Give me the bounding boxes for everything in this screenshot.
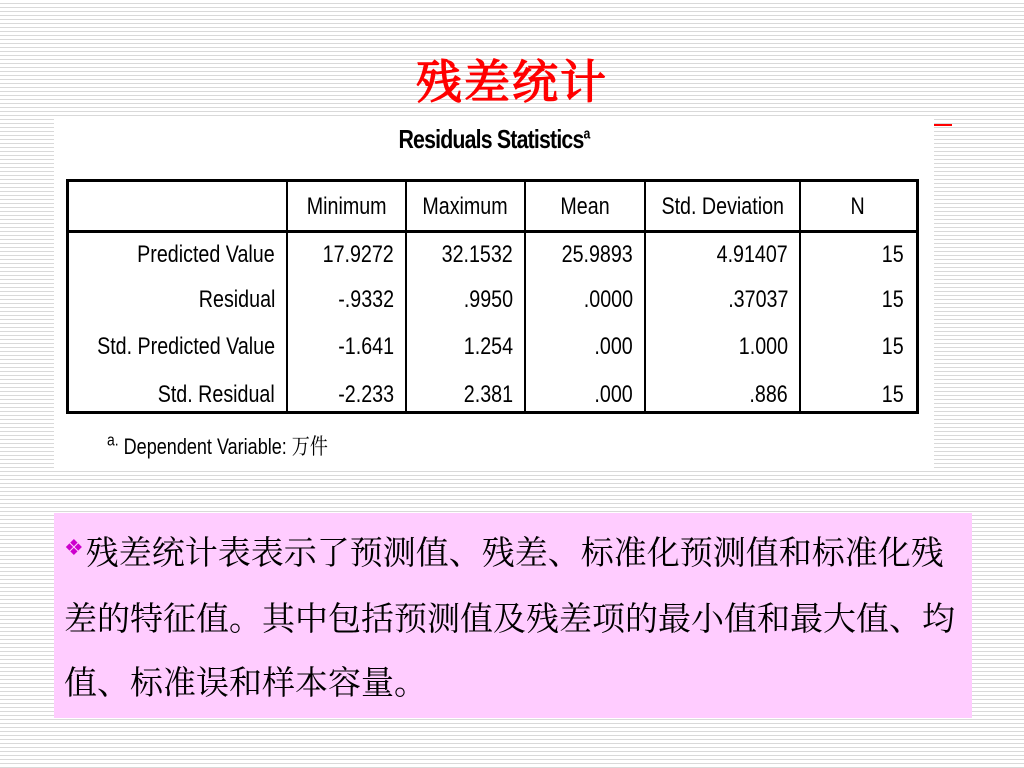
note-text: 残差统计表表示了预测值、残差、标准化预测值和标准化残差的特征值。其中包括预测值及残差项的最小值和最大值、均值、标准误和样本容量。 <box>64 533 955 702</box>
table-header-cell <box>69 182 287 232</box>
table-cell: .0000 <box>583 286 633 313</box>
column-divider <box>286 182 288 411</box>
table-row <box>69 372 916 418</box>
header-divider <box>69 230 916 233</box>
row-label: Residual <box>198 286 275 313</box>
note-box <box>54 513 972 718</box>
row-label: Std. Predicted Value <box>97 333 275 360</box>
table-cell: 15 <box>882 286 904 313</box>
table-cell: 15 <box>882 333 904 360</box>
table-cell: -.9332 <box>338 286 394 313</box>
table-header-cell: Mean <box>560 193 610 220</box>
table-header-row <box>69 182 916 232</box>
column-divider <box>405 182 407 411</box>
table-cell: 1.254 <box>463 333 513 360</box>
table-cell: 1.000 <box>738 333 788 360</box>
table-cell: 4.91407 <box>716 241 788 268</box>
table-cell: .000 <box>594 333 633 360</box>
table-cell: 15 <box>882 381 904 408</box>
table-row <box>69 232 916 278</box>
table-cell: 15 <box>882 241 904 268</box>
residuals-statistics-table <box>66 179 919 414</box>
table-cell: 17.9272 <box>322 241 394 268</box>
row-label: Predicted Value <box>137 241 275 268</box>
diamond-bullet-icon: ❖ <box>64 536 84 561</box>
decorative-dash <box>934 124 952 126</box>
table-title: Residuals Statistics$^a$ <box>398 124 590 154</box>
table-cell: -1.641 <box>338 333 394 360</box>
table-cell: 2.381 <box>463 381 513 408</box>
table-cell: .9950 <box>463 286 513 313</box>
table-cell: .37037 <box>727 286 788 313</box>
table-cell: .000 <box>594 381 633 408</box>
table-row <box>69 324 916 370</box>
table-cell: -2.233 <box>338 381 394 408</box>
table-footnote: $^{a.}$ Dependent Variable: 万件 <box>107 430 328 459</box>
table-header-cell: N <box>850 193 866 220</box>
table-header-cell: Minimum <box>306 193 387 220</box>
column-divider <box>524 182 526 411</box>
column-divider <box>644 182 646 411</box>
table-row <box>69 277 916 323</box>
table-cell: 32.1532 <box>441 241 513 268</box>
table-header-cell: Maximum <box>422 193 509 220</box>
table-header-cell: Std. Deviation <box>661 193 784 220</box>
slide-title: 残差统计 <box>416 55 608 109</box>
row-label: Std. Residual <box>157 381 275 408</box>
table-cell: .886 <box>749 381 788 408</box>
table-cell: 25.9893 <box>561 241 633 268</box>
column-divider <box>799 182 801 411</box>
